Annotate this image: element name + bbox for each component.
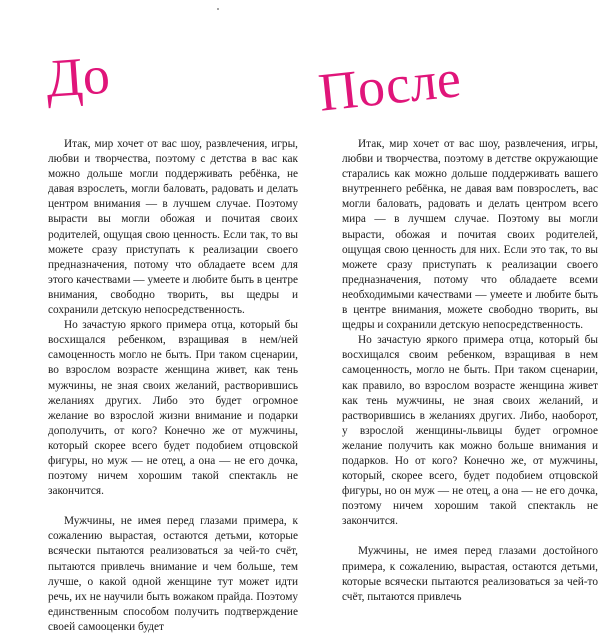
paragraph: Но зачастую яркого примера отца, который бы восхищался ребенком, взращивая в нем/ней самоценность могло не быть. При таком сценарии, во взрослом возрасте женщина живет, как тень мужчины, не зная своих желаний, растворившись желаниях других. Либо это будет огромное желание во взрослой жизни внимание и подарки дополучить, от кого? Конечно же от мужчины, который скорее всего будет подобием отцовской фигуры, но муж — не отец, а она — не его дочка, поэтому ничем хорошим такой спектакль не закончится. bbox=[48, 319, 298, 498]
paragraph: Итак, мир хочет от вас шоу, развлечения, игры, любви и творчества, поэтому в детстве окружающие старались как можно дольше поддерживать вашего внутреннего ребёнка, не давая вам повзрослеть, вас могли баловать, радовать и делать центром всего мира — в лучшем случае. Поэтому вы могли вырасти, обожая и почитая своих родителей, ощущая свою ценность для них. Если это так, то вы можете сразу приступать к реализации своего предназначения, потому что обладаете всеми необходимыми качествами — умеете и любите быть в центре внимания, можете свободно творить, вы щедры и сохранили детскую непосредственность. bbox=[342, 138, 598, 332]
paragraph: Но зачастую яркого примера отца, который бы восхищался своим ребенком, взращивая в нем самоценность, могло не быть. При таком сценарии, как правило, во взрослом возрасте женщина живет как тень мужчины, не зная своих желаний, и растворившись в желаниях других. Либо, наоборот, у взрослой женщины-львицы будет огромное желание получить как можно больше внимания и подарков. Но от кого? Конечно же, от мужчины, который, скорее всего, будет подобием отцовской фигуры, но он муж — не отец, а она — не его дочка, поэтому ничем хорошим такой спектакль не закончится. bbox=[342, 334, 598, 528]
heading-before: До bbox=[43, 44, 112, 109]
text-column-before bbox=[48, 137, 298, 635]
heading-after: После bbox=[315, 48, 464, 123]
scan-dot bbox=[217, 8, 219, 10]
paragraph: Мужчины, не имея перед глазами достойного примера, к сожалению, вырастая, остаются детьми, которые всячески пытаются реализоваться за чей-то счёт, пытаются привлечь bbox=[342, 545, 598, 603]
paragraph: Итак, мир хочет от вас шоу, развлечения, игры, любви и творчества, поэтому с детства в вас как можно дольше могли поддерживать ребёнка, не давая взрослеть, могли баловать, радовать и делать центром внимания — в лучшем случае. Поэтому вырасти вы могли обожая и почитая своих родителей, ощущая свою ценность. Если так, то вы можете сразу приступать к реализации своего предназначения, потому что обладаете всем для этого качествами — умеете и любите быть в центре внимания, свободно творить, вы щедры и сохранили детскую непосредственность. bbox=[48, 138, 298, 317]
text-column-after bbox=[342, 137, 598, 605]
paragraph: Мужчины, не имея перед глазами примера, к сожалению вырастая, остаются детьми, которые всячески пытаются реализоваться за чей-то счёт, пытаются привлечь внимание и чем больше, тем лучше, о какой одной женщине тут может идти речь, их не научили быть вожаком прайда. Поэтому единственным способом получить подтверждение своей самооценки будет bbox=[48, 515, 298, 633]
